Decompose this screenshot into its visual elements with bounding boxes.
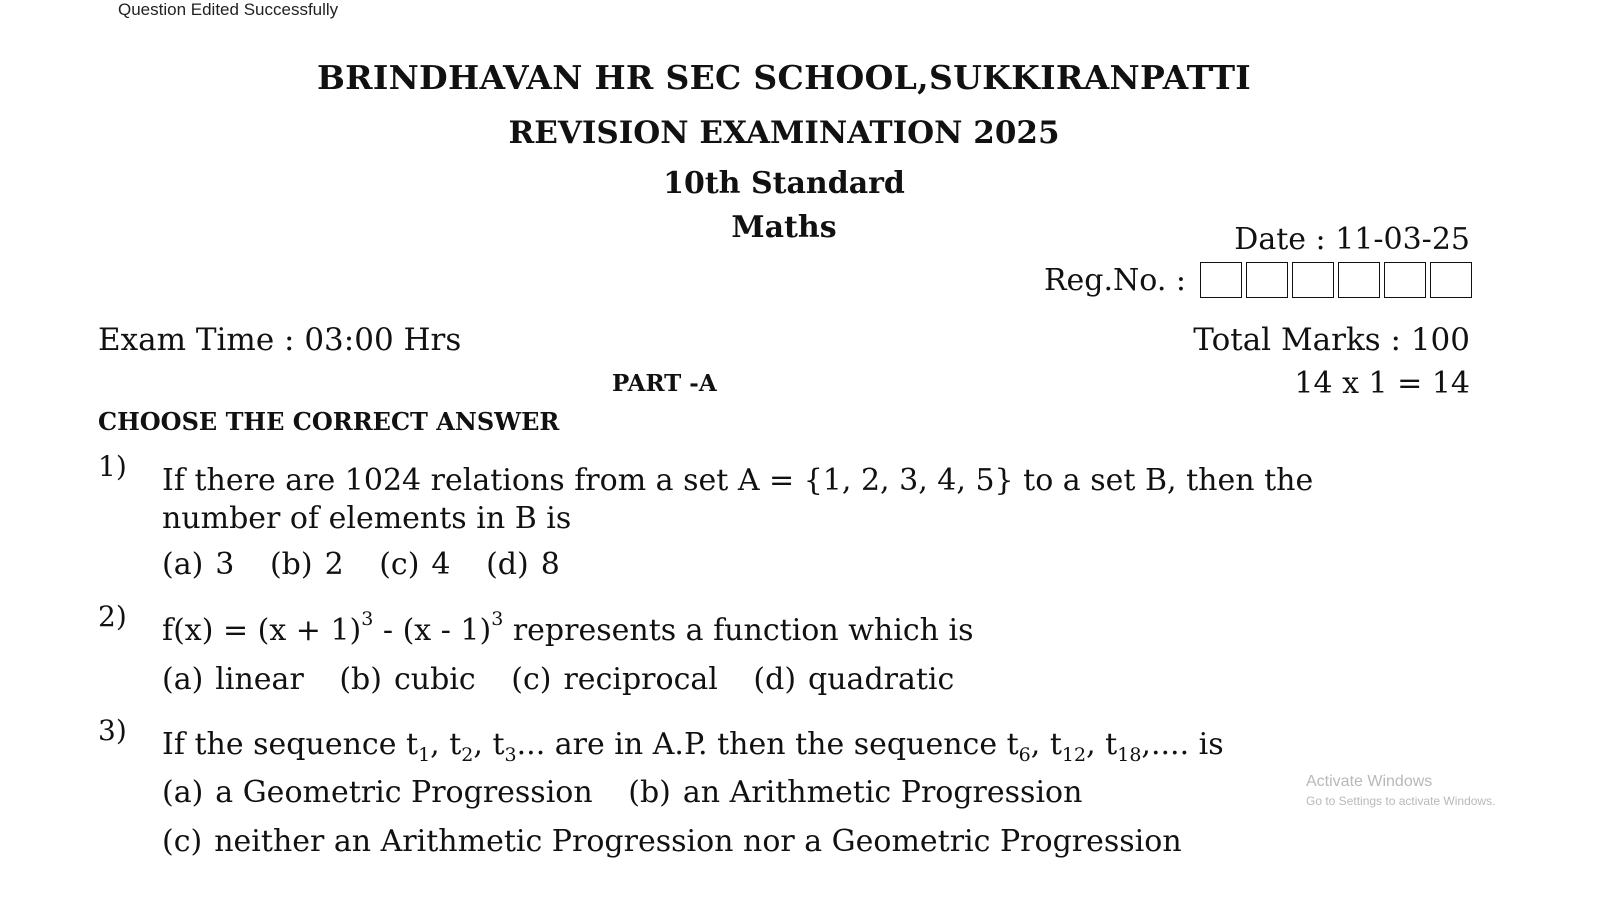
activate-windows-watermark [1306,773,1495,808]
option[interactable] [753,662,954,697]
option[interactable] [339,662,475,697]
option-label: (b) [339,662,382,697]
option[interactable] [162,662,304,697]
option[interactable] [486,547,560,582]
math-text: - (x - 1) [373,613,492,648]
option[interactable] [162,547,234,582]
reg-number-row [1044,262,1472,298]
watermark-title: Activate Windows [1306,773,1433,790]
reg-box [1200,262,1242,298]
option-text: 4 [431,547,451,582]
math-text: If the sequence t [162,727,419,762]
options-row [162,824,1208,859]
option-label: (a) [162,662,204,697]
option-text: 2 [324,547,344,582]
question-line: number of elements in B is [162,501,572,536]
math-text: , t [473,727,505,762]
option-text: 3 [215,547,235,582]
option[interactable] [511,662,718,697]
option-label: (b) [628,775,671,810]
option-label: (c) [379,547,420,582]
reg-box [1384,262,1426,298]
watermark-subtitle: Go to Settings to activate Windows. [1306,794,1496,808]
option[interactable] [628,775,1082,810]
options-row [162,662,980,697]
question-text [162,726,1224,764]
subscript: 2 [461,744,474,766]
option-text: neither an Arithmetic Progression nor a Geometric Progression [214,824,1182,859]
option-label: (c) [511,662,552,697]
subscript: 12 [1061,744,1087,766]
math-text: ,.... is [1141,727,1224,762]
option-text: cubic [393,662,476,697]
option-text: a Geometric Progression [215,775,593,810]
math-text: , t [1086,727,1118,762]
math-text: , t [430,727,462,762]
option[interactable] [162,775,593,810]
standard-label: 10th Standard [663,166,905,201]
option-label: (d) [486,547,529,582]
subscript: 3 [504,744,517,766]
option-label: (b) [269,547,313,582]
math-text: ... are in A.P. then the sequence t [516,727,1019,762]
reg-box [1246,262,1288,298]
options-row [162,547,586,582]
exam-date: Date : 11-03-25 [1234,222,1470,257]
school-name: BRINDHAVAN HR SEC SCHOOL,SUKKIRANPATTI [316,58,1252,97]
option[interactable] [270,547,344,582]
question-text [162,462,1313,538]
option-text: an Arithmetic Progression [682,775,1083,810]
question-number: 2) [98,600,127,633]
exam-title: REVISION EXAMINATION 2025 [508,115,1060,151]
reg-box [1430,262,1472,298]
part-marks: 14 x 1 = 14 [1294,366,1470,401]
question-tail: represents a function which is [503,613,974,648]
exam-time: Exam Time : 03:00 Hrs [98,322,462,358]
options-row [162,775,1108,810]
reg-box [1292,262,1334,298]
option[interactable] [379,547,450,582]
option-label: (d) [753,662,797,697]
option-text: reciprocal [563,662,718,697]
option-text: linear [215,662,304,697]
subject-label: Maths [731,210,837,245]
option-label: (c) [162,824,203,859]
option-label: (a) [162,547,204,582]
exponent: 3 [361,608,374,630]
part-title: PART -A [612,370,717,397]
option-text: quadratic [808,662,955,697]
subscript: 18 [1117,744,1142,766]
section-instruction: CHOOSE THE CORRECT ANSWER [98,407,560,436]
toast-message: Question Edited Successfully [118,0,339,19]
question-number: 1) [98,450,127,483]
subscript: 6 [1018,744,1031,766]
question-text [162,608,974,650]
total-marks: Total Marks : 100 [1193,322,1470,358]
question-line: If there are 1024 relations from a set A = {1, 2, 3, 4, 5} to a set B, then the [162,463,1314,498]
option-label: (a) [162,775,204,810]
subscript: 1 [418,744,431,766]
reg-box [1338,262,1380,298]
math-text: f(x) = (x + 1) [162,613,362,648]
reg-label: Reg.No. : [1043,262,1186,298]
option-text: 8 [540,547,560,582]
question-number: 3) [98,714,127,747]
option[interactable] [162,824,1182,859]
math-text: , t [1030,727,1062,762]
exponent: 3 [491,608,504,630]
